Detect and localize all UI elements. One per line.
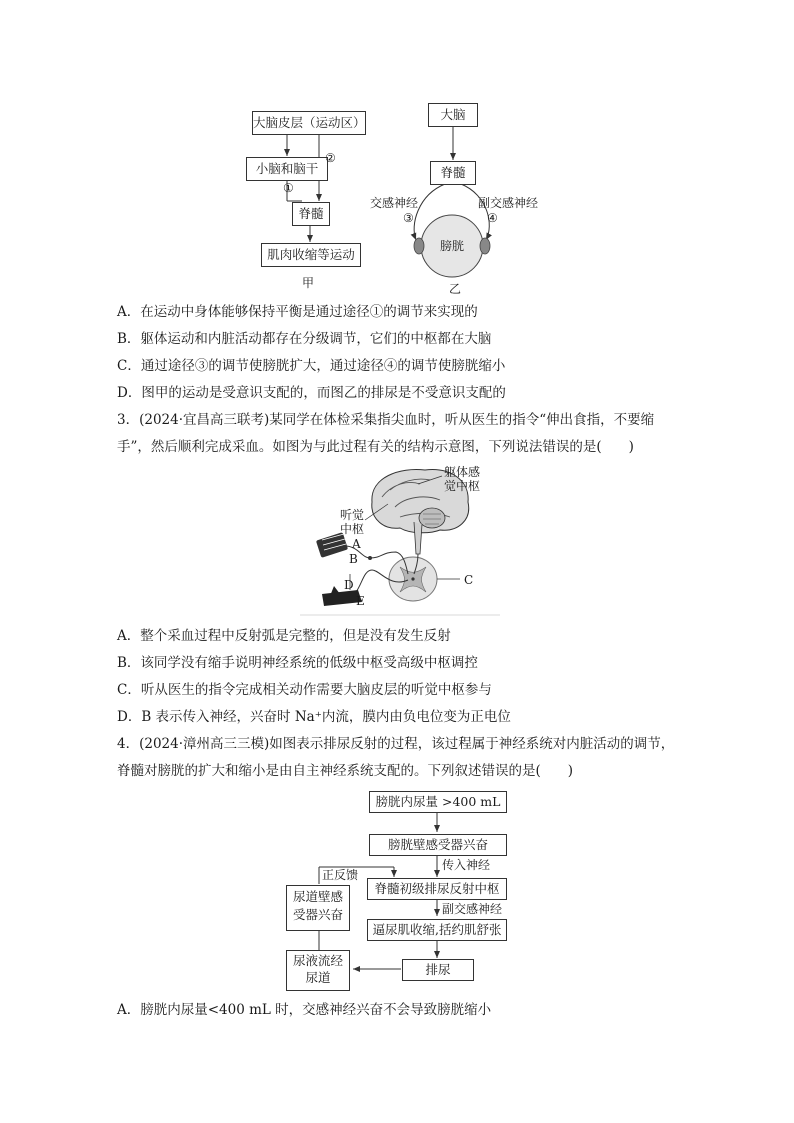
flow-line2: 尿道 <box>305 970 331 985</box>
parasympathetic-nerve-label: 副交感神经 <box>442 902 503 916</box>
q4-stem-line1: 4．(2024·漳州高三三模)如图表示排尿反射的过程，该过程属于神经系统对内脏活动的调节， <box>117 736 675 752</box>
parasympathetic-label: 副交感神经 <box>478 196 539 210</box>
sympathetic-label: 交感神经 <box>370 196 419 210</box>
flow-line1: 尿液流经 <box>292 953 343 968</box>
q2-option-b: B．躯体运动和内脏活动都存在分级调节，它们的中枢都在大脑 <box>117 331 492 347</box>
afferent-nerve-label: 传入神经 <box>442 858 491 872</box>
box-urine-flow <box>286 950 350 991</box>
caption-yi: 乙 <box>449 282 462 296</box>
box-muscle-action: 逼尿肌收缩,括约肌舒张 <box>367 919 507 941</box>
label-B: B <box>349 552 358 566</box>
q3-option-c: C．听从医生的指令完成相关动作需要大脑皮层的听觉中枢参与 <box>117 682 492 698</box>
box-spinal-b: 脊髓 <box>430 161 476 185</box>
q2-option-a: A．在运动中身体能够保持平衡是通过途径①的调节来实现的 <box>117 304 478 320</box>
q2-option-c: C．通过途径③的调节使膀胱扩大，通过途径④的调节使膀胱缩小 <box>117 358 506 374</box>
q3-stem-line1: 3．(2024·宜昌高三联考)某同学在体检采集指尖血时，听从医生的指令“伸出食指，不要缩 <box>117 412 655 428</box>
label-auditory-2: 中枢 <box>340 522 365 536</box>
q3-option-d: D．B 表示传入神经，兴奋时 Na⁺内流，膜内由负电位变为正电位 <box>117 709 511 725</box>
box-spinal-a: 脊髓 <box>292 202 330 226</box>
urethra-line1: 尿道壁感 <box>292 889 343 904</box>
bladder-label: 膀胱 <box>440 239 465 253</box>
box-spinal-center: 脊髓初级排尿反射中枢 <box>367 878 507 900</box>
label-auditory: 听觉 <box>340 508 365 522</box>
path-3-label: ③ <box>403 211 414 225</box>
label-D: D <box>344 578 354 592</box>
label-somatosensory: 躯体感 <box>444 465 481 479</box>
label-somatosensory-2: 觉中枢 <box>444 479 481 493</box>
positive-feedback-label: 正反馈 <box>322 868 359 882</box>
box-cerebellum: 小脑和脑干 <box>246 157 328 181</box>
urethra-line2: 受器兴奋 <box>292 907 343 922</box>
path-4-label: ④ <box>487 211 498 225</box>
caption-jia: 甲 <box>302 276 315 290</box>
q3-option-b: B．该同学没有缩手说明神经系统的低级中枢受高级中枢调控 <box>117 655 478 671</box>
path-2-label: ② <box>325 151 336 165</box>
path-1-label: ① <box>283 181 294 195</box>
q4-option-a: A．膀胱内尿量<400 mL 时，交感神经兴奋不会导致膀胱缩小 <box>117 1002 492 1018</box>
box-urine-volume: 膀胱内尿量 >400 mL <box>369 791 507 813</box>
q4-stem-line2: 脊髓对膀胱的扩大和缩小是由自主神经系统支配的。下列叙述错误的是( ) <box>117 763 574 779</box>
label-E: E <box>356 594 365 608</box>
box-brain: 大脑 <box>428 103 478 127</box>
box-muscle: 肌肉收缩等运动 <box>261 243 361 267</box>
box-cortex: 大脑皮层（运动区） <box>252 111 366 135</box>
q3-stem-line2: 手”，然后顺利完成采血。如图为与此过程有关的结构示意图，下列说法错误的是( ) <box>117 439 634 455</box>
label-C: C <box>464 573 474 587</box>
q3-option-a: A．整个采血过程中反射弧是完整的，但是没有发生反射 <box>117 628 451 644</box>
q2-option-d: D．图甲的运动是受意识支配的，而图乙的排尿是不受意识支配的 <box>117 385 506 401</box>
label-A: A <box>352 537 361 551</box>
box-urination: 排尿 <box>402 959 474 981</box>
box-urethra-receptor <box>286 885 350 931</box>
box-bladder-receptor: 膀胱壁感受器兴奋 <box>369 834 507 856</box>
